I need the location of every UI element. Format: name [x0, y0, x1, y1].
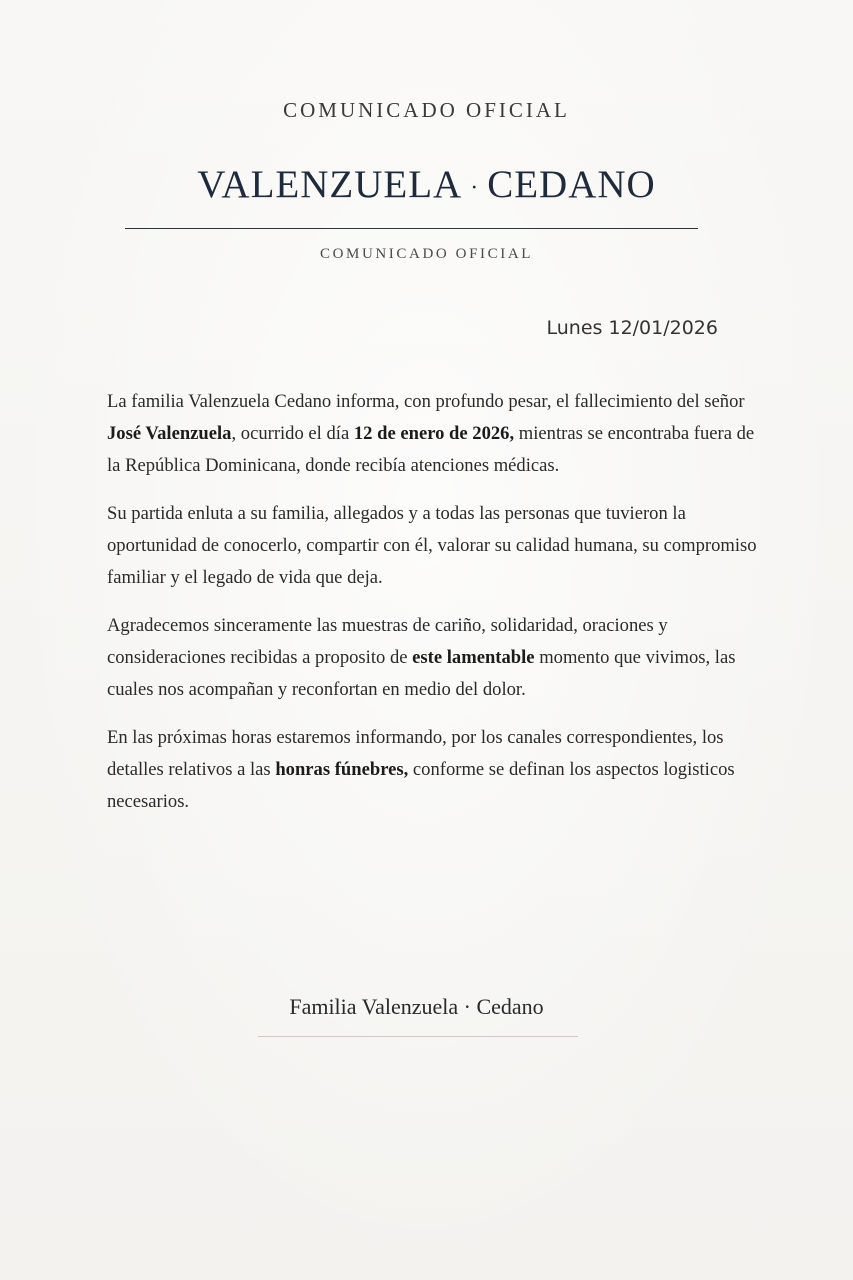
paragraph-3-bold: este lamentable [412, 647, 535, 668]
paragraph-2: Su partida enluta a su familia, allegados y a todas las personas que tuvieron la oportunidad de conocerlo, compartir con él, valorar su calidad humana, su compromiso familiar y el legado de vida que deja. [107, 503, 757, 588]
document-date: Lunes 12/01/2026 [546, 317, 718, 339]
paragraph-4 [107, 722, 757, 818]
funeral-honors: honras fúnebres, [275, 759, 409, 780]
paragraph-1-text: La familia Valenzuela Cedano informa, con profundo pesar, el fallecimiento del señor [107, 391, 745, 412]
header-sub-label: COMUNICADO OFICIAL [319, 246, 534, 262]
paragraph-3 [107, 610, 757, 706]
document-body [107, 386, 757, 834]
paragraph-1 [107, 386, 757, 482]
paragraph-1-text: , ocurrido el día [231, 423, 354, 444]
paragraph-4-text: En las próximas horas estaremos informando, por los canales correspondientes, los detalles relativos a las [107, 727, 724, 780]
header-top-label: COMUNICADO OFICIAL [283, 98, 570, 122]
paragraph-1-text: mientras se encontraba fuera de la República Dominicana, donde recibía atenciones médicas. [107, 423, 755, 476]
deceased-name: José Valenzuela [107, 423, 232, 444]
family-title-separator: · [470, 174, 480, 201]
family-title-right: CEDANO [487, 163, 656, 206]
family-title-left: VALENZUELA [197, 163, 463, 206]
signature: Familia Valenzuela · Cedano [289, 994, 544, 1019]
signature-divider [258, 1036, 578, 1037]
paragraph-4-text: conforme se definan los aspectos logisticos necesarios. [107, 759, 735, 812]
paragraph-3-text: Agradecemos sinceramente las muestras de cariño, solidaridad, oraciones y consideraciones recibidas a proposito de [107, 615, 668, 668]
family-title [0, 162, 853, 207]
paragraph-3-text: momento que vivimos, las cuales nos acompañan y reconfortan en medio del dolor. [107, 647, 736, 700]
header-divider [125, 228, 698, 229]
death-date: 12 de enero de 2026, [353, 423, 515, 444]
